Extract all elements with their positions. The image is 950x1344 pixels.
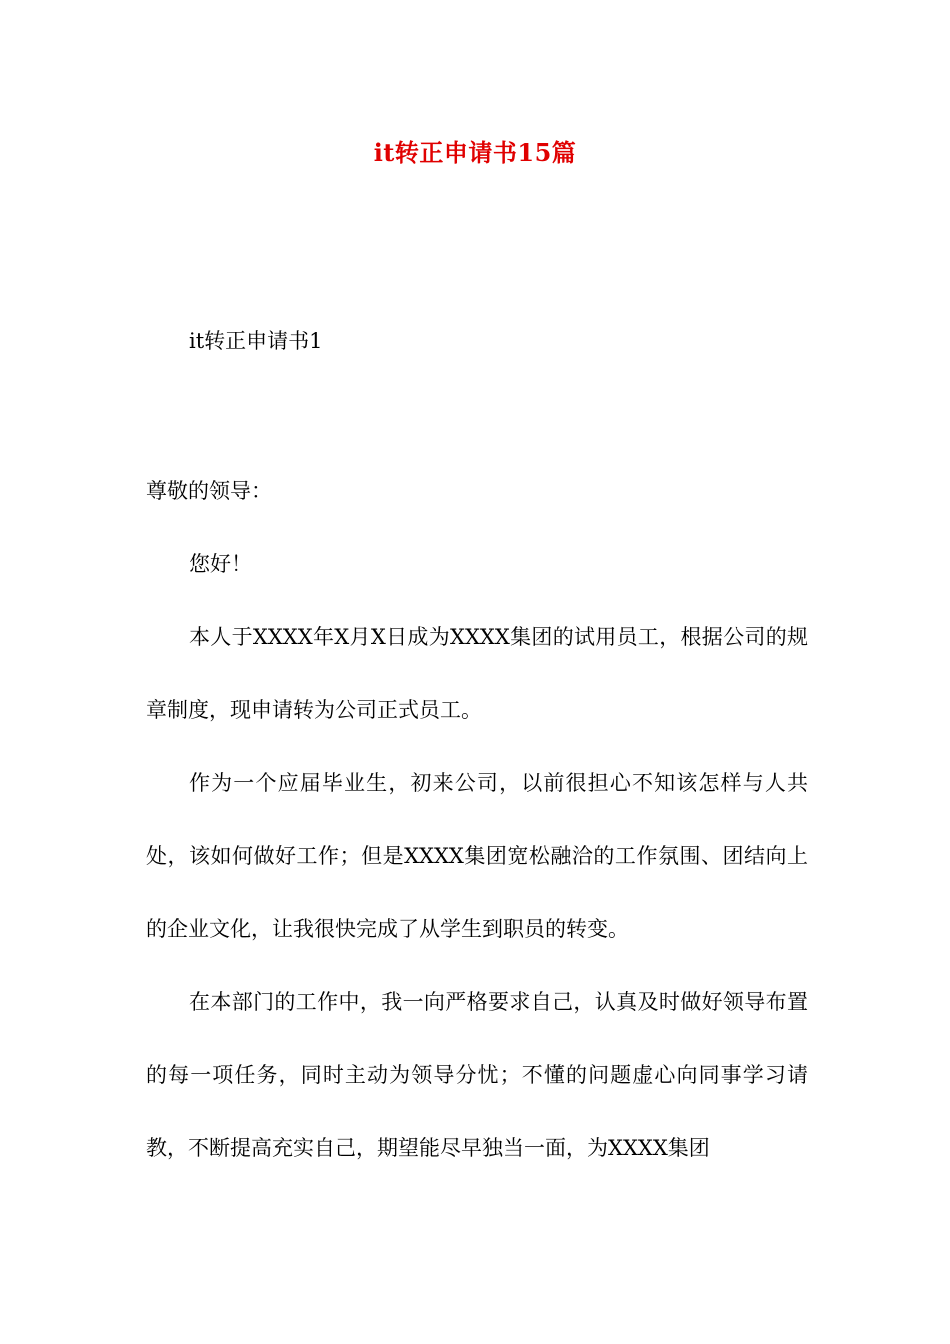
salutation: 尊敬的领导：	[146, 479, 272, 503]
document-title: it转正申请书15篇	[373, 138, 577, 167]
document-body	[146, 455, 808, 1185]
paragraph-3: 在本部门的工作中，我一向严格要求自己，认真及时做好领导布置的每一项任务，同时主动为领导分忧；不懂的问题虚心向同事学习请教，不断提高充实自己，期望能尽早独当一面，为XXXX集团	[146, 990, 808, 1160]
paragraph-1: 本人于XXXX年X月X日成为XXXX集团的试用员工，根据公司的规章制度，现申请转为公司正式员工。	[146, 625, 808, 722]
paragraph-2: 作为一个应届毕业生，初来公司，以前很担心不知该怎样与人共处，该如何做好工作；但是XXXX集团宽松融洽的工作氛围、团结向上的企业文化，让我很快完成了从学生到职员的转变。	[146, 771, 808, 941]
greeting: 您好！	[189, 552, 252, 576]
section-heading: it转正申请书1	[189, 329, 323, 353]
